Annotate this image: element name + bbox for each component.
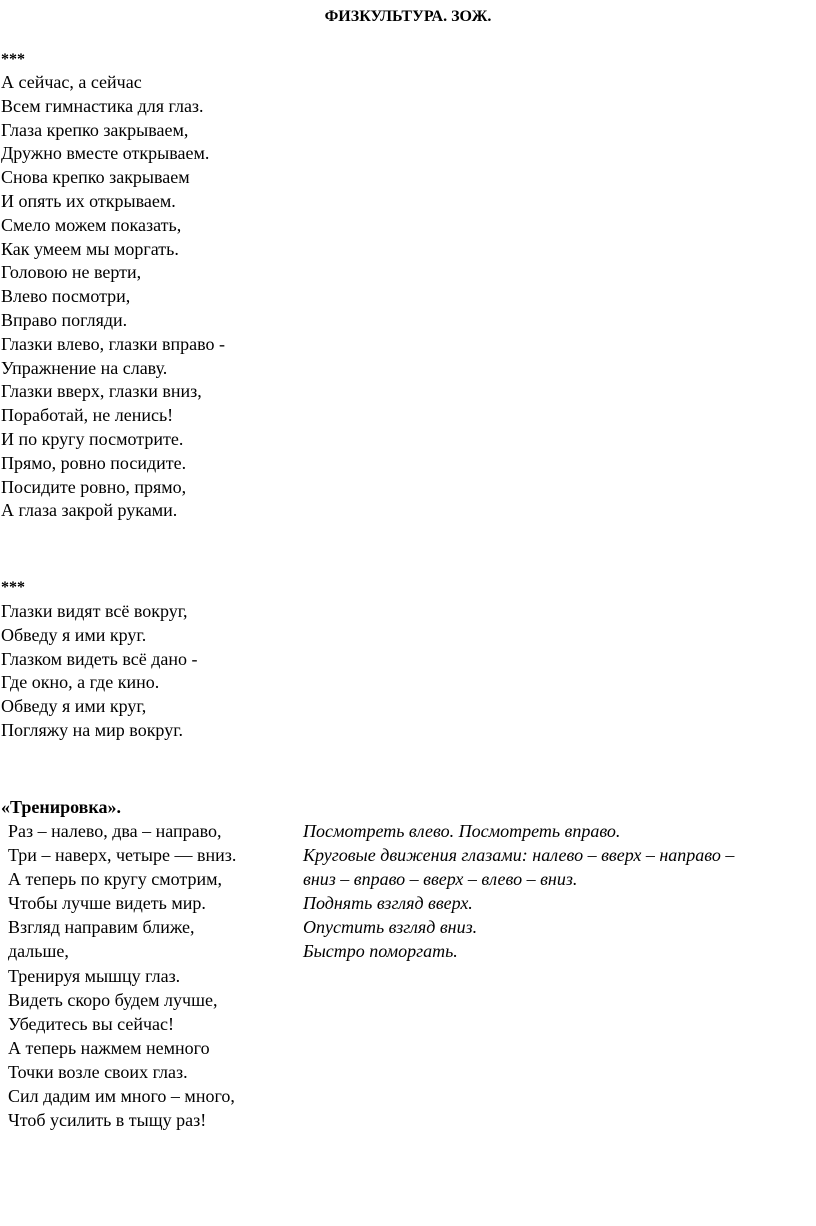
training-instruction-line: Посмотреть влево. Посмотреть вправо. bbox=[303, 821, 621, 841]
training-verse-line: Раз – налево, два – направо, bbox=[8, 821, 222, 841]
training-instruction-line: Круговые движения глазами: налево – вверх – направо – bbox=[303, 845, 735, 866]
poem-1-line: Поработай, не ленись! bbox=[1, 405, 174, 426]
poem-2-line: Обведу я ими круг, bbox=[1, 696, 147, 717]
poem-1-line: Упражнение на славу. bbox=[1, 357, 168, 378]
training-instruction-line: Быстро поморгать. bbox=[303, 941, 458, 962]
training-instruction-line: Опустить взгляд вниз. bbox=[303, 917, 478, 938]
poem-1-line: Снова крепко закрываем bbox=[1, 167, 190, 188]
training-verse bbox=[8, 819, 236, 1132]
training-verse-line: Взгляд направим ближе, bbox=[8, 917, 195, 938]
training-verse-line: дальше, bbox=[8, 941, 69, 962]
section-1-marker: *** bbox=[1, 51, 25, 68]
poem-2-line: Обведу я ими круг. bbox=[1, 624, 147, 645]
training-verse-line: Точки возле своих глаз. bbox=[8, 1061, 188, 1082]
poem-1-line: И опять их открываем. bbox=[1, 190, 176, 211]
document-title: ФИЗКУЛЬТУРА. ЗОЖ. bbox=[324, 8, 492, 25]
poem-1-line: Дружно вместе открываем. bbox=[1, 143, 210, 164]
training-instructions bbox=[303, 819, 813, 964]
poem-1-line: И по кругу посмотрите. bbox=[1, 428, 184, 449]
section-2-marker: *** bbox=[1, 579, 25, 596]
poem-2-line: Глазком видеть всё дано - bbox=[1, 648, 198, 669]
training-verse-line: Три – наверх, четыре — вниз. bbox=[8, 845, 237, 866]
poem-1-line: Глазки влево, глазки вправо - bbox=[1, 333, 226, 354]
training-verse-line: А теперь нажмем немного bbox=[8, 1037, 210, 1058]
poem-1-line: Глазки вверх, глазки вниз, bbox=[1, 381, 202, 402]
poem-1-line: Влево посмотри, bbox=[1, 286, 131, 307]
poem-1-line: Глаза крепко закрываем, bbox=[1, 119, 189, 140]
poem-1-line: Вправо погляди. bbox=[1, 309, 128, 330]
poem-1-line: Как умеем мы моргать. bbox=[1, 238, 179, 259]
training-verse-line: Видеть скоро будем лучше, bbox=[8, 989, 218, 1010]
poem-2-line: Глазки видят всё вокруг, bbox=[1, 601, 188, 621]
poem-1 bbox=[1, 71, 225, 523]
poem-1-line: Всем гимнастика для глаз. bbox=[1, 95, 204, 116]
training-verse-line: Убедитесь вы сейчас! bbox=[8, 1013, 175, 1034]
poem-2-line: Где окно, а где кино. bbox=[1, 672, 160, 693]
poem-2 bbox=[1, 600, 198, 743]
poem-1-line: Посидите ровно, прямо, bbox=[1, 476, 187, 497]
training-verse-line: Тренируя мышцу глаз. bbox=[8, 965, 181, 986]
training-instruction-line: вниз – вправо – вверх – влево – вниз. bbox=[303, 869, 578, 890]
poem-1-line: Прямо, ровно посидите. bbox=[1, 452, 187, 473]
training-verse-line: Чтобы лучше видеть мир. bbox=[8, 893, 206, 914]
training-heading: «Тренировка». bbox=[1, 797, 121, 817]
poem-1-line: Головою не верти, bbox=[1, 262, 142, 283]
poem-1-line: Смело можем показать, bbox=[1, 214, 182, 235]
training-verse-line: Чтоб усилить в тыщу раз! bbox=[8, 1110, 207, 1131]
training-verse-line: А теперь по кругу смотрим, bbox=[8, 869, 222, 890]
training-verse-line: Сил дадим им много – много, bbox=[8, 1086, 235, 1107]
poem-1-line: А сейчас, а сейчас bbox=[1, 72, 142, 92]
poem-1-line: А глаза закрой руками. bbox=[1, 500, 178, 521]
poem-2-line: Погляжу на мир вокруг. bbox=[1, 719, 184, 740]
training-instruction-line: Поднять взгляд вверх. bbox=[303, 893, 473, 914]
